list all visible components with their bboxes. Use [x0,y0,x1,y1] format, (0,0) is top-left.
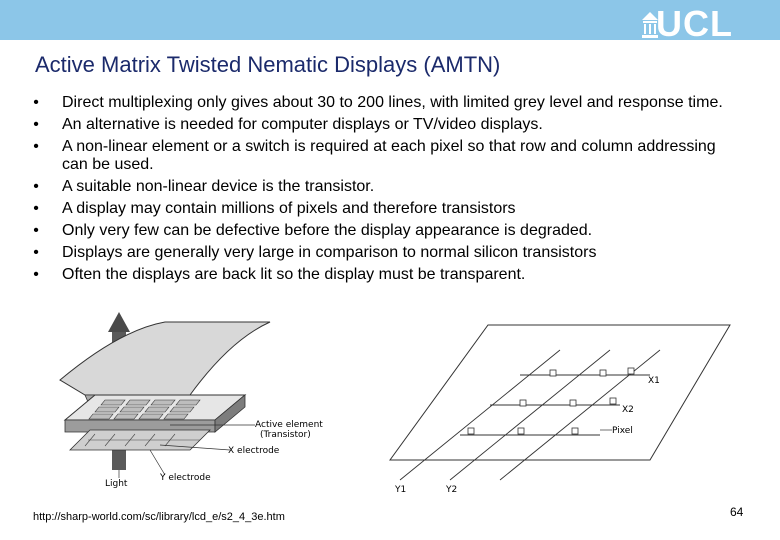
y2-label: Y2 [446,485,458,495]
slide-title: Active Matrix Twisted Nematic Displays (AMTN) [35,52,501,77]
bullet-item [30,200,730,218]
bullet-dot: • [33,244,39,261]
bullet-dot: • [33,94,39,111]
bullet-item [30,138,730,174]
ucl-logo-text: UCL [656,3,733,44]
bullet-dot: • [33,266,39,283]
bullet-list [30,94,730,288]
display-structure-illustration [60,312,323,489]
circuit-plane [390,325,730,460]
bullet-item [30,222,730,240]
pixel-label: Pixel [612,426,633,436]
light-label: Light [105,479,128,489]
bullet-item [30,178,730,196]
bullet-dot: • [33,138,39,155]
x1-label: X1 [648,376,660,386]
matrix-circuit-diagram [390,325,730,495]
bullet-dot: • [33,178,39,195]
source-link[interactable]: http://sharp-world.com/sc/library/lcd_e/s2_4_3e.htm [33,511,285,523]
bullet-text: A suitable non-linear device is the transistor. [62,178,375,195]
bullet-text: A non-linear element or a switch is required at each pixel so that row and column addressing can be used. [62,138,716,173]
x-electrode-label: X electrode [228,446,280,456]
bullet-dot: • [33,200,39,217]
bullet-text: A display may contain millions of pixels and therefore transistors [62,200,516,217]
top-glass-plate [60,322,270,395]
y1-label: Y1 [395,485,407,495]
bullet-text: Often the displays are back lit so the display must be transparent. [62,266,526,283]
x2-label: X2 [622,405,634,415]
ucl-logo [640,3,770,44]
bullet-item [30,94,730,112]
bullet-text: Direct multiplexing only gives about 30 to 200 lines, with limited grey level and response time. [62,94,723,111]
page-number: 64 [730,505,744,519]
transistor-label: (Transistor) [260,430,311,440]
active-element-label: Active element [255,420,323,430]
bullet-item [30,116,730,134]
amtn-figure [0,300,780,510]
bullet-text: An alternative is needed for computer displays or TV/video displays. [62,116,543,133]
bullet-dot: • [33,222,39,239]
bullet-text: Only very few can be defective before the display appearance is degraded. [62,222,593,239]
bullet-dot: • [33,116,39,133]
bullet-text: Displays are generally very large in comparison to normal silicon transistors [62,244,597,261]
light-arrow-head [108,312,130,332]
bullet-item [30,266,730,284]
header-bar [0,0,780,44]
bullet-item [30,244,730,262]
y-electrode-label: Y electrode [160,473,211,483]
